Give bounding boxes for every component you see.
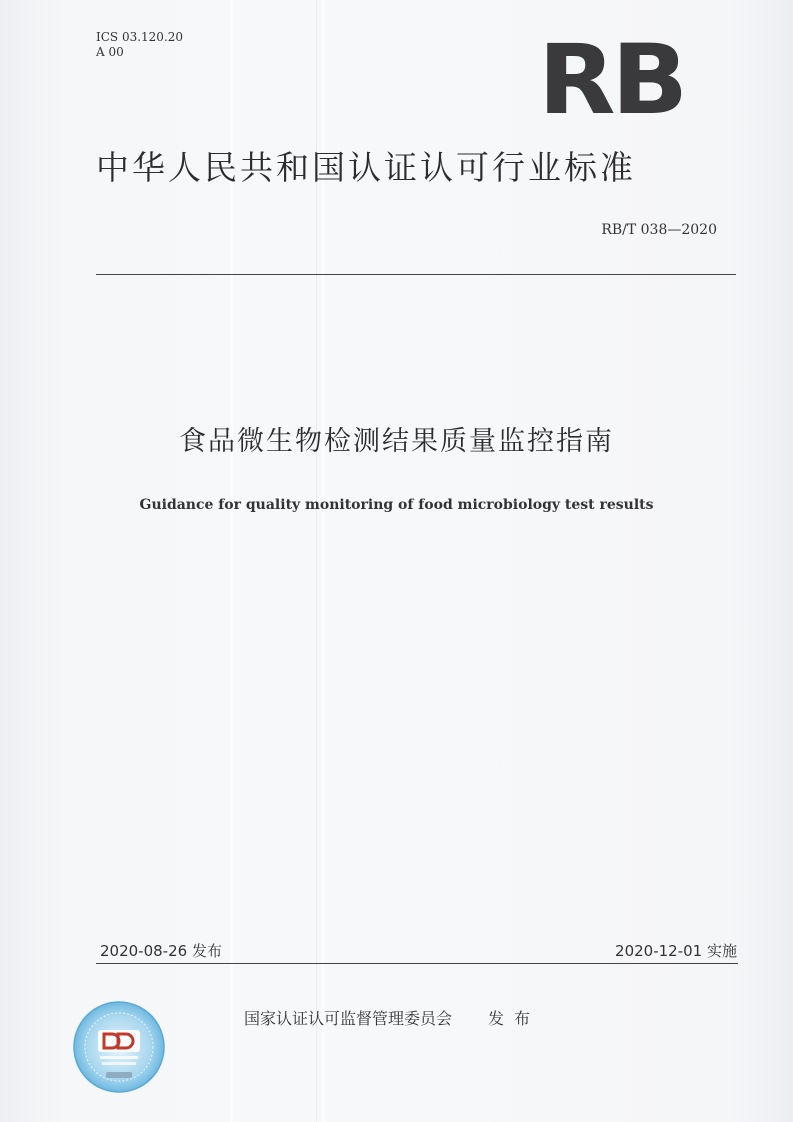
ccs-code: A 00 [96, 45, 124, 59]
bottom-divider [96, 963, 738, 964]
issuer-action: 发布 [488, 1009, 541, 1028]
document-title-cn: 食品微生物检测结果质量监控指南 [179, 426, 614, 457]
classification-codes [96, 30, 183, 60]
issuer-name: 国家认证认可监督管理委员会 [244, 1009, 453, 1028]
issue-date: 2020-08-26 发布 [100, 942, 222, 960]
ics-code: ICS 03.120.20 [96, 30, 184, 44]
standard-code: RB/T 038—2020 [601, 222, 717, 238]
issuing-authority [244, 1006, 540, 1029]
document-title-en: Guidance for quality monitoring of food microbiology test results [139, 497, 654, 513]
distributor-seal-icon [72, 1000, 166, 1094]
rb-logo: RB [538, 24, 685, 136]
standard-category-title: 中华人民共和国认证认可行业标准 [96, 148, 636, 187]
implementation-date: 2020-12-01 实施 [615, 942, 737, 960]
top-divider [96, 274, 736, 275]
